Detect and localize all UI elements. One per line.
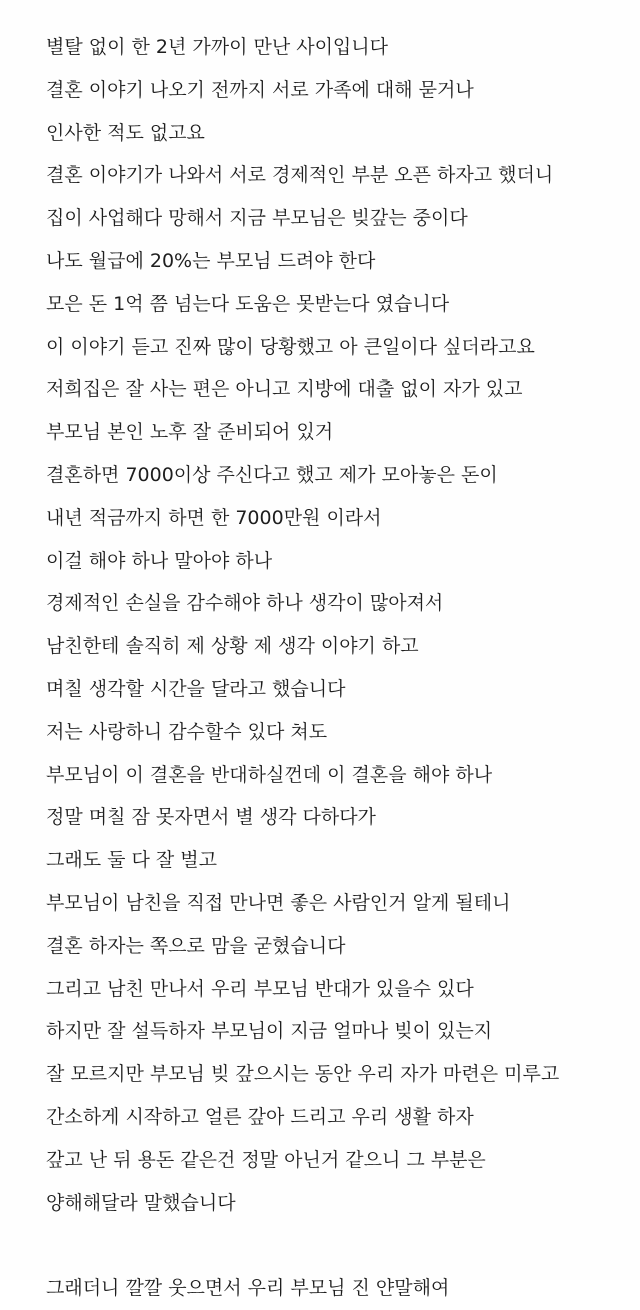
text-line-cut-off: 그래더니 깔깔 웃으면서 우리 부모님 진 얀말해여: [46, 1277, 450, 1300]
text-line: 결혼 이야기 나오기 전까지 서로 가족에 대해 묻거나: [46, 78, 474, 101]
text-line: 부모님 본인 노후 잘 준비되어 있거: [46, 421, 334, 444]
text-line: 모은 돈 1억 쯤 넘는다 도움은 못받는다 였습니다: [46, 292, 450, 315]
text-line: 인사한 적도 없고요: [46, 121, 205, 144]
text-line: 내년 적금까지 하면 한 7000만원 이라서: [46, 506, 382, 529]
text-line: 이걸 해야 하나 말아야 하나: [46, 549, 273, 572]
blank-line: [46, 1224, 632, 1267]
text-line: 남친한테 솔직히 제 상황 제 생각 이야기 하고: [46, 635, 419, 658]
text-line: 결혼 이야기가 나와서 서로 경제적인 부분 오픈 하자고 했더니: [46, 164, 554, 187]
text-line: 며칠 생각할 시간을 달라고 했습니다: [46, 677, 346, 700]
text-line: 저는 사랑하니 감수할수 있다 쳐도: [46, 720, 328, 743]
text-line: 그래도 둘 다 잘 벌고: [46, 849, 217, 872]
text-line: 정말 며칠 잠 못자면서 별 생각 다하다가: [46, 806, 376, 829]
text-line: 하지만 잘 설득하자 부모님이 지금 얼마나 빚이 있는지: [46, 1020, 493, 1043]
text-line: 별탈 없이 한 2년 가까이 만난 사이입니다: [46, 36, 388, 58]
text-line: 양해해달라 말했습니다: [46, 1191, 236, 1214]
text-line: 경제적인 손실을 감수해야 하나 생각이 많아져서: [46, 592, 444, 615]
text-line: 집이 사업해다 망해서 지금 부모님은 빚갚는 중이다: [46, 207, 468, 230]
text-line: 간소하게 시작하고 얼른 갚아 드리고 우리 생활 하자: [46, 1105, 474, 1128]
text-line: 결혼하면 7000이상 주신다고 했고 제가 모아놓은 돈이: [46, 463, 498, 486]
text-line: 나도 월급에 20%는 부모님 드려야 한다: [46, 249, 376, 272]
text-line: 부모님이 이 결혼을 반대하실껀데 이 결혼을 해야 하나: [46, 763, 493, 786]
text-line: 이 이야기 듣고 진짜 많이 당황했고 아 큰일이다 싶더라고요: [46, 335, 535, 358]
text-line: 그리고 남친 만나서 우리 부모님 반대가 있을수 있다: [46, 977, 474, 1000]
text-line: 갚고 난 뒤 용돈 같은건 정말 아닌거 같으니 그 부분은: [46, 1148, 486, 1171]
text-line: 잘 모르지만 부모님 빚 갚으시는 동안 우리 자가 마련은 미루고: [46, 1063, 560, 1086]
text-line: 저희집은 잘 사는 편은 아니고 지방에 대출 없이 자가 있고: [46, 378, 523, 401]
text-line: 결혼 하자는 쪽으로 맘을 굳혔습니다: [46, 934, 346, 957]
text-body: [46, 26, 632, 1310]
text-line: 부모님이 남친을 직접 만나면 좋은 사람인거 알게 될테니: [46, 891, 511, 914]
